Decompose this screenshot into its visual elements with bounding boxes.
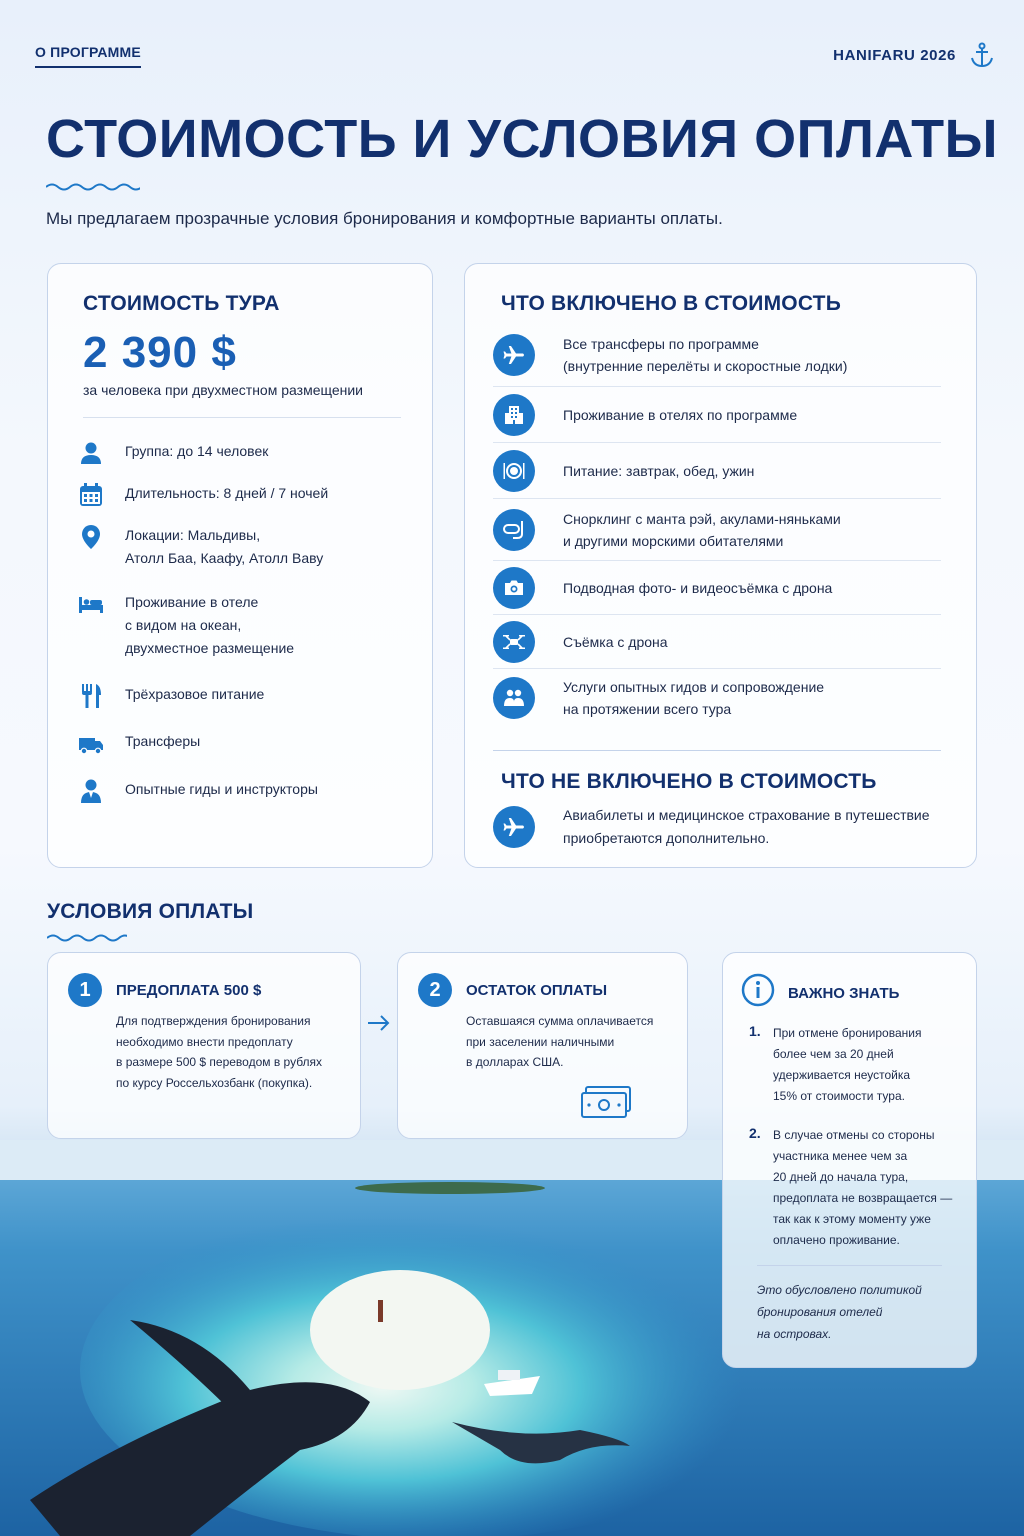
airplane-icon xyxy=(493,806,535,848)
step-number: 1 xyxy=(68,973,102,1007)
important-title: ВАЖНО ЗНАТЬ xyxy=(788,985,900,1002)
excluded-item xyxy=(493,804,930,850)
group-icon xyxy=(493,677,535,719)
step-title: ПРЕДОПЛАТА 500 $ xyxy=(116,982,262,999)
arrow-right-icon xyxy=(366,1013,392,1033)
feature-text: Локации: Мальдивы, Атолл Баа, Каафу, Атолл Ваву xyxy=(125,527,324,566)
list-item-text: Услуги опытных гидов и сопровождение на протяжении всего тура xyxy=(563,679,825,717)
list-item xyxy=(493,669,941,727)
camera-icon xyxy=(493,567,535,609)
feature-text: Опытные гиды и инструкторы xyxy=(125,781,318,797)
payment-step-prepayment xyxy=(47,952,361,1139)
info-icon xyxy=(741,973,775,1007)
list-item xyxy=(493,324,941,387)
hotel-icon xyxy=(493,394,535,436)
feature-text: Трёхразовое питание xyxy=(125,686,265,702)
anchor-icon xyxy=(970,42,994,68)
feature-text: Трансферы xyxy=(125,733,201,749)
included-list xyxy=(493,324,941,727)
important-note: Это обусловлено политикой бронирования отелей на островах. xyxy=(757,1283,922,1341)
feature-duration xyxy=(78,482,328,508)
important-item xyxy=(749,1125,952,1251)
list-item-text: Съёмка с дрона xyxy=(563,633,668,650)
item-text: При отмене бронирования более чем за 20 дней удерживается неустойка 15% от стоимости тура. xyxy=(773,1026,922,1103)
price-heading: СТОИМОСТЬ ТУРА xyxy=(83,292,280,315)
price-value: 2 390 $ xyxy=(83,328,237,377)
price-note: за человека при двухместном размещении xyxy=(83,382,363,398)
brand xyxy=(833,42,994,68)
list-item xyxy=(493,443,941,499)
excluded-heading: ЧТО НЕ ВКЛЮЧЕНО В СТОИМОСТЬ xyxy=(501,770,877,793)
feature-guides xyxy=(78,778,318,804)
brand-name: HANIFARU 2026 xyxy=(833,46,956,64)
page-title: СТОИМОСТЬ И УСЛОВИЯ ОПЛАТЫ xyxy=(46,109,998,169)
island xyxy=(355,1182,545,1194)
list-item xyxy=(493,499,941,561)
divider xyxy=(757,1265,942,1266)
fork-knife-icon xyxy=(78,683,104,709)
top-bar xyxy=(35,42,994,72)
divider xyxy=(493,750,941,751)
list-item-text: Все трансферы по программе (внутренние перелёты и скоростные лодки) xyxy=(563,336,848,374)
van-icon xyxy=(78,730,104,756)
list-item-text: Питание: завтрак, обед, ужин xyxy=(563,462,755,479)
feature-meals xyxy=(78,683,264,709)
plate-icon xyxy=(493,450,535,492)
feature-text: Проживание в отеле с видом на океан, двухместное размещение xyxy=(125,594,295,656)
feature-locations xyxy=(78,524,323,570)
feature-accommodation xyxy=(78,591,294,660)
tour-price-card xyxy=(47,263,433,868)
location-pin-icon xyxy=(78,524,104,550)
step-text: Для подтверждения бронирования необходимо внести предоплату в размере 500 $ переводом в рублях по курсу Россельхозбанк (покупка). xyxy=(116,1014,323,1090)
included-heading: ЧТО ВКЛЮЧЕНО В СТОИМОСТЬ xyxy=(501,292,841,315)
payment-heading: УСЛОВИЯ ОПЛАТЫ xyxy=(47,900,254,923)
item-number: 2. xyxy=(749,1125,761,1141)
list-item xyxy=(493,615,941,669)
list-item-text: Снорклинг с манта рэй, акулами-няньками и другими морскими обитателями xyxy=(563,510,841,549)
person-icon xyxy=(78,440,104,466)
item-text: В случае отмены со стороны участника менее чем за 20 дней до начала тура, предоплата не возвращается — так как к этому моменту уже оплачено проживание. xyxy=(773,1128,953,1247)
snorkel-mask-icon xyxy=(493,509,535,551)
feature-text: Группа: до 14 человек xyxy=(125,443,269,459)
important-item xyxy=(749,1023,921,1107)
list-item-text: Подводная фото- и видеосъёмка с дрона xyxy=(563,579,833,596)
wave-divider xyxy=(47,933,127,943)
list-item xyxy=(493,387,941,443)
included-card xyxy=(464,263,977,868)
airplane-icon xyxy=(493,334,535,376)
important-info-card xyxy=(722,952,977,1368)
bed-icon xyxy=(78,591,104,617)
list-item xyxy=(493,561,941,615)
cash-icon xyxy=(580,1085,632,1121)
list-item-text: Проживание в отелях по программе xyxy=(563,406,798,423)
feature-text: Длительность: 8 дней / 7 ночей xyxy=(125,485,329,501)
payment-step-balance xyxy=(397,952,688,1139)
about-program-link[interactable]: О ПРОГРАММЕ xyxy=(35,44,141,68)
guide-icon xyxy=(78,778,104,804)
feature-transfers xyxy=(78,730,200,756)
calendar-icon xyxy=(78,482,104,508)
divider xyxy=(83,417,401,418)
excluded-text: Авиабилеты и медицинское страхование в путешествие приобретаются дополнительно. xyxy=(563,807,930,846)
feature-group xyxy=(78,440,268,466)
step-text: Оставшаяся сумма оплачивается при заселении наличными в долларах США. xyxy=(466,1014,654,1069)
drone-icon xyxy=(493,621,535,663)
page-subtitle: Мы предлагаем прозрачные условия бронирования и комфортные варианты оплаты. xyxy=(46,209,723,228)
step-number: 2 xyxy=(418,973,452,1007)
step-title: ОСТАТОК ОПЛАТЫ xyxy=(466,982,608,999)
item-number: 1. xyxy=(749,1023,761,1039)
wave-divider xyxy=(46,182,140,192)
